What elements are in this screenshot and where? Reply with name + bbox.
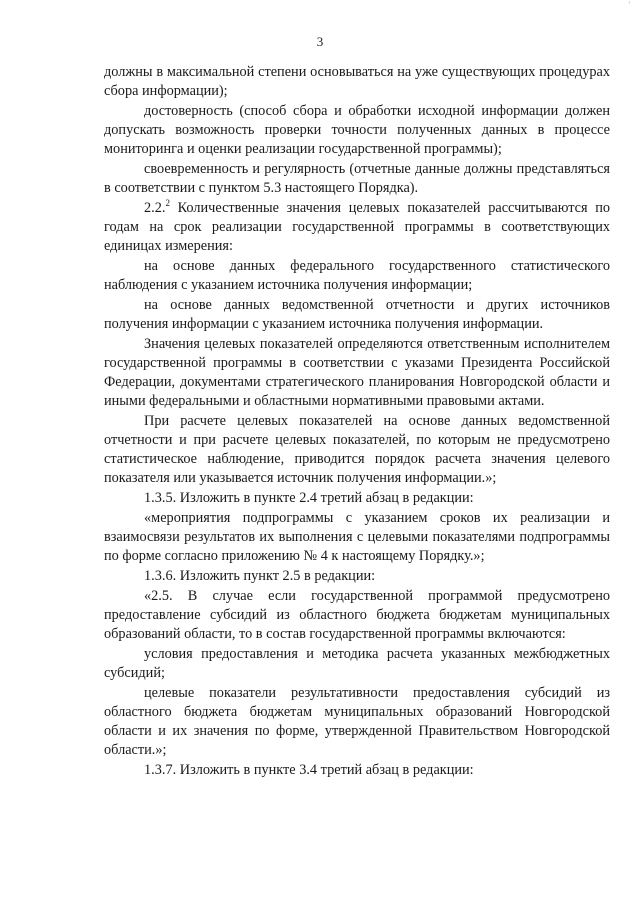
corner-mark: ': [628, 0, 630, 9]
paragraph: 1.3.5. Изложить в пункте 2.4 третий абзац в редакции:: [144, 490, 474, 506]
paragraph-2-2: [104, 199, 610, 256]
clause-number: 2.2.: [144, 200, 166, 216]
paragraph: должны в максимальной степени основываться на уже существующих процедурах сбора информации);: [104, 64, 610, 99]
paragraph: 1.3.6. Изложить пункт 2.5 в редакции:: [144, 568, 376, 584]
clause-superscript: 2: [165, 198, 170, 209]
paragraph: Значения целевых показателей определяются ответственным исполнителем государственной программы в соответствии с указами Президента Российской Федерации, документами стратегического планирования Новгородской области и иными федеральными и областными нормативными правовыми актами.: [104, 336, 610, 409]
paragraph: При расчете целевых показателей на основе данных ведомственной отчетности и при расчете целевых показателей, по которым не предусмотрено статистическое наблюдение, приводится порядок расчета значения целевого показателя или указывается источник получения информации.»;: [104, 413, 610, 486]
paragraph: «2.5. В случае если государственной программой предусмотрено предоставление субсидий из областного бюджета бюджетам муниципальных образований области, то в состав государственной программы включаются:: [104, 588, 610, 642]
paragraph: «мероприятия подпрограммы с указанием сроков их реализации и взаимосвязи результатов их выполнения с целевыми показателями подпрограммы по форме согласно приложению № 4 к настоящему Порядку.»;: [104, 510, 610, 564]
paragraph: на основе данных ведомственной отчетности и других источников получения информации с указанием источника получения информации.: [104, 297, 610, 332]
paragraph: на основе данных федерального государственного статистического наблюдения с указанием источника получения информации;: [104, 258, 610, 293]
paragraph: своевременность и регулярность (отчетные данные должны представляться в соответствии с пунктом 5.3 настоящего Порядка).: [104, 161, 610, 196]
document-body: [104, 63, 610, 781]
paragraph: достоверность (способ сбора и обработки исходной информации должен допускать возможность проверки точности полученных данных в процессе мониторинга и оценки реализации государственной программы);: [104, 103, 610, 157]
paragraph: целевые показатели результативности предоставления субсидий из областного бюджета бюджетам муниципальных образований Новгородской области и их значения по форме, утвержденной Правительством Новгородской области.»;: [104, 685, 610, 758]
paragraph: 1.3.7. Изложить в пункте 3.4 третий абзац в редакции:: [144, 762, 474, 778]
page-number: 3: [316, 34, 324, 49]
paragraph: условия предоставления и методика расчета указанных межбюджетных субсидий;: [104, 646, 610, 681]
clause-text: Количественные значения целевых показателей рассчитываются по годам на срок реализации государственной программы в соответствующих единицах измерения:: [104, 200, 610, 254]
